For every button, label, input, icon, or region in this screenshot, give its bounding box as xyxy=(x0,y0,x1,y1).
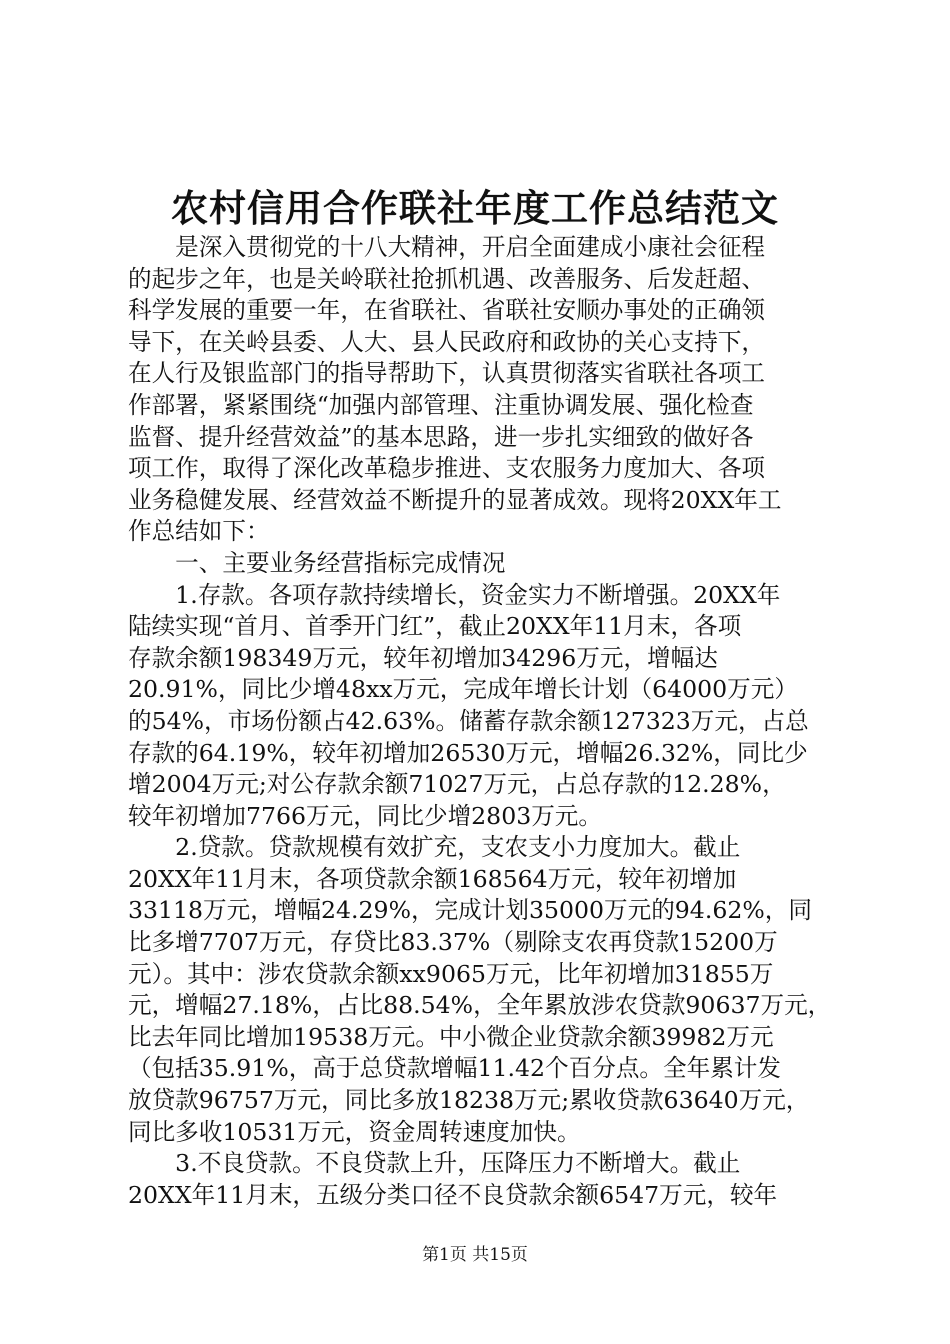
body-line: 导下，在关岭县委、人大、县人民政府和政协的关心支持下， xyxy=(128,327,766,356)
body-line: 作总结如下： xyxy=(128,517,270,546)
body-line: 科学发展的重要一年，在省联社、省联社安顺办事处的正确领 xyxy=(128,296,766,325)
body-line: 作部署，紧紧围绕“加强内部管理、注重协调发展、强化检查 xyxy=(128,390,754,419)
body-line: 增2004万元;对公存款余额71027万元，占总存款的12.28%， xyxy=(128,770,786,799)
body-line: 在人行及银监部门的指导帮助下，认真贯彻落实省联社各项工 xyxy=(128,359,766,388)
body-line: （包括35.91%，高于总贷款增幅11.42个百分点。全年累计发 xyxy=(128,1054,781,1083)
body-line: 33118万元，增幅24.29%，完成计划35000万元的94.62%，同 xyxy=(128,896,812,925)
body-line: 20XX年11月末，五级分类口径不良贷款余额6547万元，较年 xyxy=(128,1180,778,1209)
section-heading: 一、主要业务经营指标完成情况 xyxy=(128,548,506,577)
page-footer: 第1页 共15页 xyxy=(422,1245,528,1265)
body-line: 20.91%，同比少增48xx万元，完成年增长计划（64000万元） xyxy=(128,675,798,704)
body-line: 2.贷款。贷款规模有效扩充，支农支小力度加大。截止 xyxy=(128,833,741,862)
body-line: 的54%，市场份额占42.63%。储蓄存款余额127323万元，占总 xyxy=(128,706,809,735)
body-line: 放贷款96757万元，同比多放18238万元;累收贷款63640万元， xyxy=(128,1086,810,1115)
body-line: 元）。其中：涉农贷款余额xx9065万元，比年初增加31855万 xyxy=(128,959,774,988)
body-line: 1.存款。各项存款持续增长，资金实力不断增强。20XX年 xyxy=(128,580,781,609)
document-body xyxy=(128,232,834,1211)
body-line: 的起步之年，也是关岭联社抢抓机遇、改善服务、后发赶超、 xyxy=(128,264,766,293)
body-line: 陆续实现“首月、首季开门红”，截止20XX年11月末，各项 xyxy=(128,612,742,641)
document-title: 农村信用合作联社年度工作总结范文 xyxy=(171,186,779,230)
body-line: 元，增幅27.18%，占比88.54%，全年累放涉农贷款90637万元， xyxy=(128,991,832,1020)
body-line: 是深入贯彻党的十八大精神，开启全面建成小康社会征程 xyxy=(128,233,766,261)
body-line: 监督、提升经营效益”的基本思路，进一步扎实细致的做好各 xyxy=(128,422,754,451)
body-line: 业务稳健发展、经营效益不断提升的显著成效。现将20XX年工 xyxy=(128,485,782,514)
body-line: 存款的64.19%，较年初增加26530万元，增幅26.32%，同比少 xyxy=(128,738,808,767)
body-line: 较年初增加7766万元，同比少增2803万元。 xyxy=(128,801,602,830)
body-line: 3.不良贷款。不良贷款上升，压降压力不断增大。截止 xyxy=(128,1149,741,1178)
body-line: 比多增7707万元，存贷比83.37%（剔除支农再贷款15200万 xyxy=(128,928,778,957)
body-line: 20XX年11月末，各项贷款余额168564万元，较年初增加 xyxy=(128,864,737,893)
body-line: 同比多收10531万元，资金周转速度加快。 xyxy=(128,1117,581,1146)
body-line: 比去年同比增加19538万元。中小微企业贷款余额39982万元 xyxy=(128,1022,774,1051)
body-line: 项工作，取得了深化改革稳步推进、支农服务力度加大、各项 xyxy=(128,454,766,483)
body-line: 存款余额198349万元，较年初增加34296万元，增幅达 xyxy=(128,643,718,672)
